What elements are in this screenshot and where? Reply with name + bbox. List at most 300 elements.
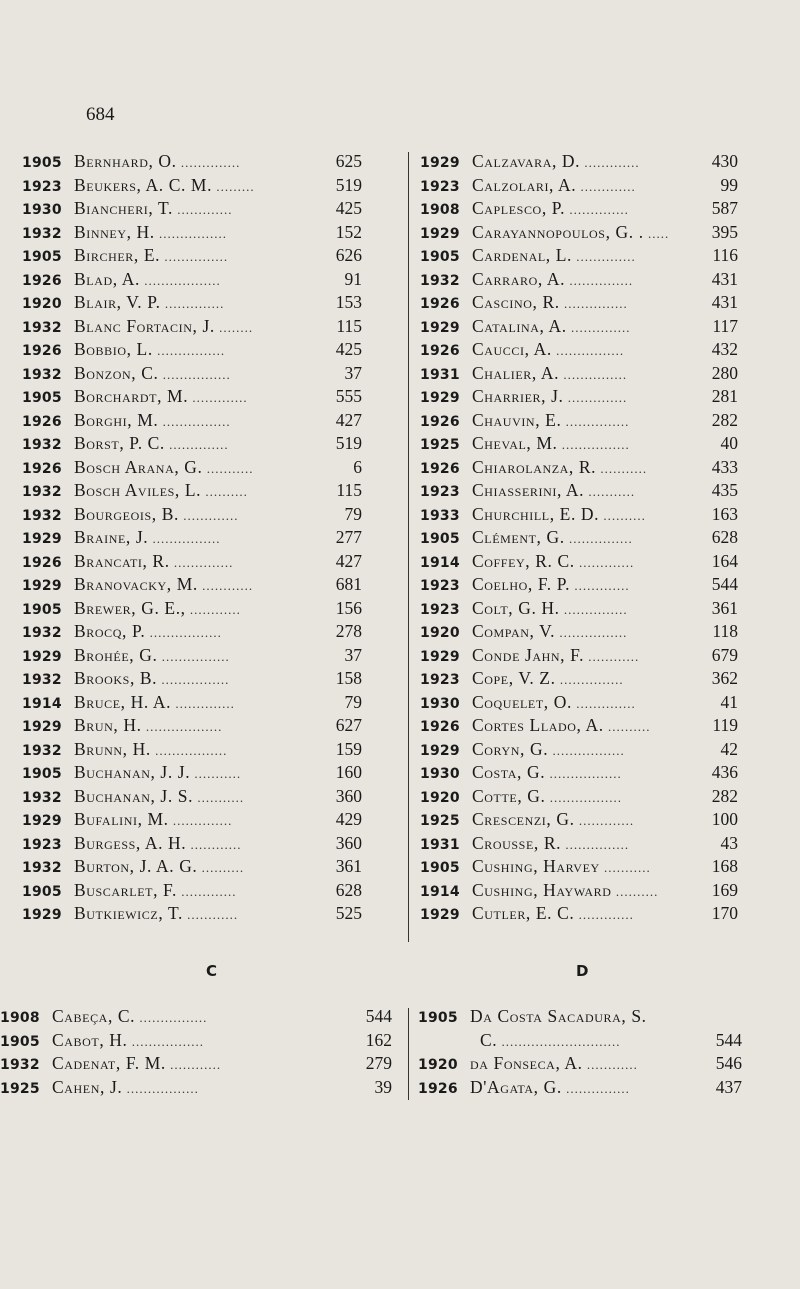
- leader-dots: ................: [555, 625, 628, 640]
- leader-dots: ................: [158, 413, 231, 429]
- entry-year: 1905: [420, 249, 460, 265]
- entry-name: Borchardt, M.: [74, 386, 189, 406]
- entry-page: 546: [715, 1053, 742, 1073]
- entry-name: Chiarolanza, R.: [472, 456, 597, 477]
- index-entry: [22, 550, 362, 574]
- entry-page: 395: [711, 221, 738, 242]
- entry-name: Cutler, E. C.: [472, 903, 575, 923]
- index-entry: [22, 691, 362, 715]
- index-entry: [420, 268, 738, 292]
- entry-page: 625: [335, 151, 362, 171]
- entry-page: 525: [335, 903, 362, 923]
- entry-year: 1914: [420, 883, 460, 900]
- entry-year: 1932: [22, 484, 62, 500]
- entry-year: 1923: [22, 178, 62, 195]
- entry-year: 1932: [22, 789, 62, 806]
- index-entry: [420, 526, 738, 550]
- entry-year: 1932: [22, 507, 62, 524]
- leader-dots: ..........: [603, 719, 651, 734]
- entry-page: 37: [344, 644, 362, 665]
- entry-name: Cascino, R.: [472, 292, 560, 312]
- section-heading-c: C: [206, 962, 218, 980]
- index-entry: [420, 432, 738, 456]
- entry-name: Coelho, F. P.: [472, 574, 571, 594]
- index-entry: [420, 315, 738, 339]
- entry-year: 1929: [420, 648, 460, 665]
- entry-year: 1923: [22, 836, 62, 853]
- entry-year: 1923: [420, 672, 460, 688]
- entry-name: Coffey, R. C.: [472, 550, 575, 571]
- entry-name: Burgess, A. H.: [74, 832, 187, 853]
- index-entry: [22, 432, 362, 456]
- entry-year: 1926: [22, 460, 62, 477]
- entry-page: 544: [715, 1029, 742, 1050]
- column-divider-bottom: [408, 1008, 409, 1100]
- index-entry: [420, 738, 738, 762]
- index-entry: [22, 620, 362, 644]
- entry-name: Beukers, A. C. M.: [74, 174, 213, 195]
- entry-page: 43: [720, 832, 738, 853]
- entry-year: 1929: [22, 578, 62, 594]
- entry-year: 1905: [22, 390, 62, 406]
- index-entry: [22, 409, 362, 433]
- index-entry: [22, 714, 362, 738]
- entry-year: 1905: [420, 860, 460, 876]
- entry-page: 169: [711, 879, 738, 900]
- leader-dots: .................: [127, 1033, 205, 1049]
- index-entry: [22, 573, 362, 597]
- entry-year: 1932: [22, 742, 62, 759]
- leader-dots: .................: [545, 766, 622, 781]
- entry-page: 79: [344, 503, 362, 524]
- entry-year: 1905: [22, 155, 62, 171]
- index-entry: [22, 456, 362, 480]
- index-entry: [0, 1052, 402, 1076]
- entry-name: Cushing, Harvey: [472, 856, 600, 876]
- entry-name: Borst, P. C.: [74, 433, 165, 453]
- leader-dots: ............: [584, 648, 640, 664]
- entry-name: Caplesco, P.: [472, 198, 566, 218]
- entry-year: 1920: [418, 1057, 458, 1073]
- entry-page: 118: [712, 621, 738, 641]
- entry-year: 1926: [22, 413, 62, 430]
- index-entry: [22, 197, 362, 221]
- leader-dots: ...........: [584, 484, 636, 499]
- entry-page: 152: [335, 221, 362, 242]
- index-entry: [22, 879, 362, 903]
- entry-year: 1929: [22, 648, 62, 665]
- entry-name: Brocq, P.: [74, 621, 146, 641]
- entry-page: 37: [344, 362, 362, 383]
- leader-dots: ...............: [565, 272, 634, 288]
- entry-name: Costa, G.: [472, 762, 546, 782]
- entry-year: 1929: [420, 390, 460, 406]
- leader-dots: .................: [145, 625, 222, 640]
- entry-year: 1923: [420, 484, 460, 500]
- entry-page: 170: [711, 903, 738, 923]
- leader-dots: ...............: [559, 366, 628, 382]
- index-entry: [22, 338, 362, 362]
- leader-dots: ..........: [201, 484, 248, 499]
- entry-year: 1925: [0, 1080, 40, 1097]
- leader-dots: ................: [157, 648, 230, 664]
- index-entry: [22, 597, 362, 621]
- entry-page: 115: [336, 480, 362, 500]
- leader-dots: ................: [148, 531, 221, 546]
- leader-dots: ................: [557, 437, 630, 452]
- entry-year: 1932: [22, 860, 62, 876]
- leader-dots: ...............: [561, 413, 630, 429]
- entry-year: 1908: [0, 1010, 40, 1026]
- entry-year: 1926: [22, 272, 62, 289]
- index-entry: [22, 761, 362, 785]
- index-entry: [420, 761, 738, 785]
- entry-year: 1905: [22, 883, 62, 900]
- entry-year: 1923: [420, 578, 460, 594]
- leader-dots: ................: [154, 225, 228, 241]
- entry-name: Cushing, Hayward: [472, 879, 612, 900]
- entry-name: Catalina, A.: [472, 315, 567, 336]
- index-entry: [420, 855, 738, 879]
- leader-dots: .............: [580, 155, 640, 170]
- index-entry: [420, 174, 738, 198]
- entry-page: 279: [365, 1053, 392, 1073]
- entry-name: Binney, H.: [74, 221, 155, 242]
- entry-name: Branovacky, M.: [74, 574, 198, 594]
- entry-name: Bosch Arana, G.: [74, 456, 203, 477]
- entry-page: 587: [711, 198, 738, 218]
- entry-year: 1930: [420, 766, 460, 782]
- index-column-left: [22, 150, 362, 926]
- leader-dots: .............: [178, 507, 239, 523]
- index-entry: [22, 268, 362, 292]
- index-entry: [22, 315, 362, 339]
- entry-page: 156: [335, 597, 362, 618]
- entry-name: Bonzon, C.: [74, 362, 159, 383]
- entry-page: 42: [720, 738, 738, 759]
- leader-dots: ..............: [171, 695, 235, 711]
- index-entry: [420, 691, 738, 715]
- index-entry: [22, 644, 362, 668]
- leader-dots: ...........: [596, 460, 648, 476]
- entry-name: Churchill, E. D.: [472, 503, 600, 524]
- index-entry: [22, 902, 362, 926]
- leader-dots: ...........: [202, 460, 254, 476]
- leader-dots: ..............: [169, 554, 234, 570]
- index-entry: [0, 1029, 402, 1053]
- entry-page: 431: [711, 292, 738, 312]
- entry-name: Calzolari, A.: [472, 174, 577, 195]
- entry-page: 679: [711, 644, 738, 665]
- entry-name: Calzavara, D.: [472, 151, 581, 171]
- leader-dots: ..............: [566, 319, 631, 335]
- entry-year: 1905: [418, 1010, 458, 1026]
- entry-name: Bourgeois, B.: [74, 503, 179, 524]
- index-entry: [22, 244, 362, 268]
- entry-name: Bernhard, O.: [74, 151, 177, 171]
- entry-year: 1929: [420, 742, 460, 759]
- entry-name: Chiasserini, A.: [472, 480, 585, 500]
- index-column-c: [0, 1005, 402, 1099]
- entry-name: Bruce, H. A.: [74, 691, 172, 712]
- entry-year: 1929: [420, 907, 460, 923]
- index-entry: [418, 1076, 742, 1100]
- leader-dots: ..............: [164, 437, 229, 452]
- entry-page: 40: [720, 433, 738, 453]
- leader-dots: ..................: [139, 272, 221, 288]
- entry-page: 91: [344, 268, 362, 289]
- entry-name: Cadenat, F. M.: [52, 1053, 166, 1073]
- leader-dots: ................: [157, 672, 230, 687]
- leader-dots: .................: [545, 789, 622, 805]
- entry-page: 281: [711, 386, 738, 406]
- entry-name: Bircher, E.: [74, 245, 161, 265]
- entry-year: 1905: [22, 766, 62, 782]
- entry-year: 1930: [22, 202, 62, 218]
- entry-year: 1926: [22, 554, 62, 571]
- index-entry: [420, 902, 738, 926]
- leader-dots: ............: [197, 578, 254, 593]
- index-entry: [420, 362, 738, 386]
- entry-name: Blair, V. P.: [74, 292, 161, 312]
- entry-page: 79: [344, 691, 362, 712]
- entry-page: 430: [711, 151, 738, 171]
- entry-page: 362: [711, 668, 738, 688]
- entry-page: 360: [335, 832, 362, 853]
- entry-year: 1932: [0, 1057, 40, 1073]
- entry-page: 164: [711, 550, 738, 571]
- index-entry: [420, 879, 738, 903]
- leader-dots: ............: [185, 601, 241, 617]
- index-entry: [420, 597, 738, 621]
- index-column-d: [418, 1005, 742, 1099]
- entry-page: 100: [711, 809, 738, 829]
- leader-dots: ...............: [559, 601, 628, 617]
- entry-page: 116: [712, 245, 738, 265]
- index-entry: [420, 808, 738, 832]
- entry-page: 119: [712, 715, 738, 735]
- leader-dots: ..........: [197, 860, 245, 875]
- leader-dots: ...............: [564, 531, 633, 546]
- entry-year: 1932: [22, 366, 62, 383]
- page-number: 684: [86, 104, 115, 125]
- index-entry: [420, 667, 738, 691]
- entry-name: Brancati, R.: [74, 550, 170, 571]
- entry-page: 280: [711, 362, 738, 383]
- entry-page: 159: [335, 738, 362, 759]
- entry-name: Braine, J.: [74, 527, 149, 547]
- entry-page: 278: [335, 621, 362, 641]
- leader-dots: .............: [576, 178, 636, 194]
- index-entry: [420, 573, 738, 597]
- entry-year: 1923: [420, 178, 460, 195]
- entry-name: Buchanan, J. J.: [74, 762, 191, 782]
- entry-page: 6: [353, 456, 362, 477]
- entry-page: 158: [335, 668, 362, 688]
- entry-page: 437: [715, 1076, 742, 1097]
- index-entry: [22, 479, 362, 503]
- index-column-right: [420, 150, 738, 926]
- leader-dots: ...............: [561, 836, 630, 852]
- entry-name: Blad, A.: [74, 268, 140, 289]
- entry-year: 1932: [22, 225, 62, 242]
- entry-page: 282: [711, 409, 738, 430]
- entry-year: 1932: [22, 319, 62, 336]
- leader-dots: ............: [165, 1057, 222, 1072]
- index-entry: [420, 620, 738, 644]
- entry-page: 555: [335, 386, 362, 406]
- entry-year: 1905: [22, 601, 62, 618]
- index-entry: [420, 503, 738, 527]
- entry-page: 115: [336, 315, 362, 336]
- entry-page: 544: [365, 1006, 392, 1026]
- entry-page: 628: [711, 527, 738, 547]
- entry-year: 1926: [420, 460, 460, 477]
- index-entry: [22, 667, 362, 691]
- leader-dots: .........: [212, 178, 255, 194]
- index-entry: [418, 1005, 742, 1029]
- entry-page: 431: [711, 268, 738, 289]
- entry-page: 160: [335, 762, 362, 782]
- entry-name: Cabeça, C.: [52, 1006, 136, 1026]
- entry-name: Crousse, R.: [472, 832, 562, 853]
- entry-page: 436: [711, 762, 738, 782]
- index-entry: [420, 291, 738, 315]
- entry-name: Burton, J. A. G.: [74, 856, 198, 876]
- entry-name: Bosch Aviles, L.: [74, 480, 202, 500]
- entry-name: Carraro, A.: [472, 268, 566, 289]
- leader-dots: ..............: [565, 202, 629, 217]
- entry-year: 1926: [418, 1080, 458, 1097]
- entry-name: D'Agata, G.: [470, 1076, 562, 1097]
- entry-page: 628: [335, 879, 362, 900]
- index-entry: [420, 338, 738, 362]
- leader-dots: ..............: [563, 390, 628, 405]
- entry-year: 1926: [420, 719, 460, 735]
- entry-name: Brewer, G. E.,: [74, 597, 186, 618]
- leader-dots: ..............: [168, 813, 233, 828]
- entry-page: 433: [711, 456, 738, 477]
- entry-year: 1931: [420, 366, 460, 383]
- leader-dots: ...........: [599, 860, 651, 875]
- entry-year: 1933: [420, 507, 460, 524]
- index-entry: [420, 785, 738, 809]
- index-entry: [22, 362, 362, 386]
- leader-dots: ..............: [572, 249, 636, 264]
- entry-name: Caucci, A.: [472, 339, 552, 359]
- entry-name: Chauvin, E.: [472, 409, 562, 430]
- entry-year: 1929: [420, 225, 460, 242]
- index-entry: [22, 291, 362, 315]
- leader-dots: .....: [643, 225, 670, 241]
- entry-name: Cortes Llado, A.: [472, 715, 604, 735]
- entry-year: 1932: [420, 272, 460, 289]
- entry-page: 627: [335, 715, 362, 735]
- index-entry: [420, 644, 738, 668]
- index-entry: [420, 385, 738, 409]
- entry-page: 425: [335, 339, 362, 359]
- entry-name: Buscarlet, F.: [74, 879, 177, 900]
- leader-dots: ...........: [193, 789, 245, 805]
- entry-page: 432: [711, 339, 738, 359]
- entry-page: 519: [335, 174, 362, 195]
- index-entry: [22, 503, 362, 527]
- entry-page: 435: [711, 480, 738, 500]
- entry-year: 1929: [420, 319, 460, 336]
- index-entry: [420, 714, 738, 738]
- entry-page: 282: [711, 785, 738, 806]
- leader-dots: ........: [214, 319, 254, 335]
- entry-year: 1926: [420, 413, 460, 430]
- entry-name: Clément, G.: [472, 527, 565, 547]
- leader-dots: ...............: [555, 672, 624, 687]
- leader-dots: ................: [551, 343, 625, 358]
- leader-dots: ..................: [141, 719, 223, 734]
- entry-year: 1929: [22, 531, 62, 547]
- entry-year: 1926: [420, 296, 460, 312]
- index-entry: [22, 526, 362, 550]
- leader-dots: ..............: [571, 695, 636, 711]
- leader-dots: ................: [158, 366, 231, 382]
- entry-page: 681: [335, 574, 362, 594]
- leader-dots: ............: [186, 836, 242, 852]
- entry-page: 41: [720, 691, 738, 712]
- leader-dots: ...............: [559, 296, 628, 311]
- leader-dots: .................: [548, 742, 625, 758]
- index-entry: [420, 456, 738, 480]
- entry-name: Cope, V. Z.: [472, 668, 556, 688]
- entry-name: Bufalini, M.: [74, 809, 169, 829]
- entry-year: 1929: [420, 155, 460, 171]
- entry-page: 427: [335, 409, 362, 430]
- entry-name: Cahen, J.: [52, 1076, 123, 1097]
- entry-year: 1926: [22, 343, 62, 359]
- leader-dots: ..............: [176, 155, 241, 170]
- entry-page: 162: [365, 1029, 392, 1050]
- leader-dots: .............: [570, 578, 630, 593]
- entry-page: 168: [711, 856, 738, 876]
- leader-dots: ...........: [190, 766, 242, 781]
- leader-dots: ............: [582, 1057, 638, 1072]
- entry-year: 1929: [22, 907, 62, 923]
- index-entry: [420, 197, 738, 221]
- entry-year: 1914: [420, 554, 460, 571]
- entry-page: 544: [711, 574, 738, 594]
- leader-dots: ............: [182, 907, 239, 922]
- index-entry: [420, 479, 738, 503]
- entry-page: 361: [711, 597, 738, 618]
- entry-name: Brunn, H.: [74, 738, 151, 759]
- entry-year: 1920: [420, 789, 460, 806]
- entry-name: Brun, H.: [74, 715, 142, 735]
- leader-dots: ................: [135, 1010, 208, 1025]
- leader-dots: .............: [173, 202, 233, 217]
- entry-name: Coquelet, O.: [472, 691, 572, 712]
- column-divider-top: [408, 152, 409, 942]
- entry-name: Cotte, G.: [472, 785, 546, 806]
- entry-year: 1905: [0, 1033, 40, 1050]
- entry-page: 425: [335, 198, 362, 218]
- index-entry-continuation: [418, 1029, 742, 1053]
- entry-year: 1925: [420, 813, 460, 829]
- leader-dots: ................: [152, 343, 226, 358]
- entry-page: 117: [712, 315, 738, 336]
- leader-dots: .............: [574, 813, 635, 828]
- index-entry: [420, 150, 738, 174]
- entry-year: 1932: [22, 672, 62, 688]
- entry-year: 1929: [22, 719, 62, 735]
- index-entry: [418, 1052, 742, 1076]
